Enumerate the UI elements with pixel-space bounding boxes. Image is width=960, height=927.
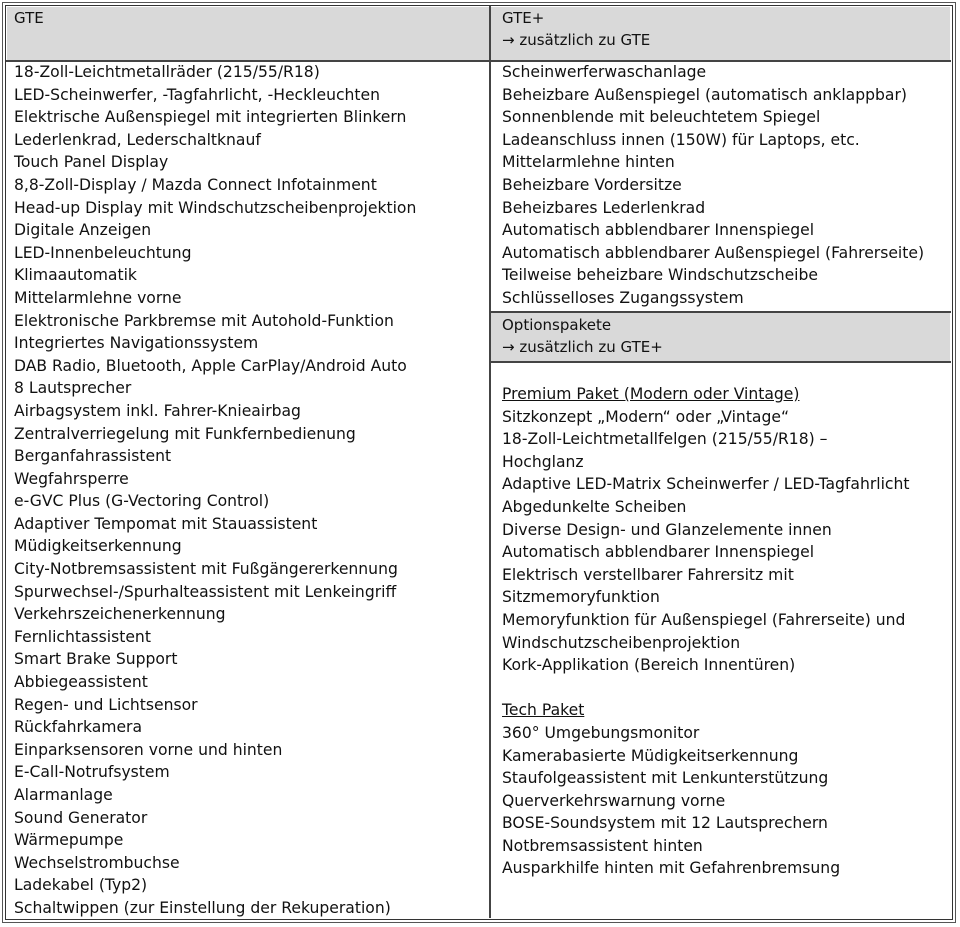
- premium-package-item: Abgedunkelte Scheiben: [502, 497, 687, 516]
- options-subheader: → zusätzlich zu GTE+: [502, 338, 663, 356]
- gte-feature-item: Verkehrszeichenerkennung: [14, 605, 226, 624]
- gte-feature-item: 8,8-Zoll-Display / Mazda Connect Infotainment: [14, 175, 377, 194]
- gte-feature-item: Fernlichtassistent: [14, 627, 151, 646]
- gte-feature-item: DAB Radio, Bluetooth, Apple CarPlay/Android Auto: [14, 356, 407, 375]
- gte-feature-item: Spurwechsel-/Spurhalteassistent mit Lenkeingriff: [14, 582, 397, 601]
- gte-feature-item: Mittelarmlehne vorne: [14, 288, 182, 307]
- premium-package-item: Automatisch abblendbarer Innenspiegel: [502, 543, 815, 562]
- gte-feature-item: Berganfahrassistent: [14, 447, 172, 466]
- gte-feature-item: Lederlenkrad, Lederschaltknauf: [14, 130, 261, 149]
- gte-feature-item: Alarmanlage: [14, 786, 113, 804]
- gte-feature-item: LED-Innenbeleuchtung: [14, 243, 192, 262]
- gte-feature-item: Wegfahrsperre: [14, 469, 129, 488]
- tech-package-item: Notbremsassistent hinten: [502, 836, 703, 855]
- options-top-divider: [490, 311, 951, 313]
- gte-feature-item: Elektronische Parkbremse mit Autohold-Funktion: [14, 311, 394, 330]
- gte-feature-item: LED-Scheinwerfer, -Tagfahrlicht, -Heckleuchten: [14, 85, 380, 104]
- gte-feature-item: Head-up Display mit Windschutzscheibenprojektion: [14, 198, 417, 217]
- tech-package-item: Staufolgeassistent mit Lenkunterstützung: [502, 769, 829, 788]
- premium-package-item: 18-Zoll-Leichtmetallfelgen (215/55/R18) –: [502, 430, 828, 449]
- gte-feature-item: Einparksensoren vorne und hinten: [14, 740, 283, 759]
- premium-package-item: Windschutzscheibenprojektion: [502, 633, 741, 652]
- gte-plus-feature-item: Ladeanschluss innen (150W) für Laptops, etc.: [502, 130, 860, 149]
- options-content: [502, 383, 910, 880]
- gte-feature-item: Klimaautomatik: [14, 266, 137, 285]
- gte-header-cell: [7, 7, 489, 60]
- premium-package-item: Sitzmemoryfunktion: [502, 588, 660, 607]
- spacer: [502, 677, 910, 700]
- gte-header-label: GTE: [14, 9, 44, 27]
- gte-plus-subheader: → zusätzlich zu GTE: [502, 31, 651, 49]
- gte-plus-header: [502, 7, 650, 51]
- gte-plus-feature-list: [502, 61, 924, 310]
- gte-feature-item: Wechselstrombuchse: [14, 853, 180, 872]
- gte-plus-feature-item: Automatisch abblendbarer Innenspiegel: [502, 221, 815, 240]
- gte-feature-item: Elektrische Außenspiegel mit integrierten Blinkern: [14, 108, 407, 127]
- gte-feature-item: 8 Lautsprecher: [14, 379, 132, 398]
- premium-package-item: Diverse Design- und Glanzelemente innen: [502, 520, 832, 539]
- gte-plus-feature-item: Mittelarmlehne hinten: [502, 153, 675, 172]
- gte-plus-feature-item: Scheinwerferwaschanlage: [502, 63, 707, 81]
- premium-package-item: Hochglanz: [502, 452, 584, 471]
- gte-plus-feature-item: Sonnenblende mit beleuchtetem Spiegel: [502, 108, 821, 127]
- gte-feature-item: Sound Generator: [14, 808, 148, 827]
- options-header-divider: [490, 361, 951, 363]
- gte-feature-item: Zentralverriegelung mit Funkfernbedienung: [14, 424, 356, 443]
- premium-package-item: Memoryfunktion für Außenspiegel (Fahrerseite) und: [502, 610, 906, 629]
- gte-plus-feature-item: Teilweise beheizbare Windschutzscheibe: [502, 266, 819, 285]
- tech-package-title: Tech Paket: [502, 701, 585, 720]
- gte-plus-feature-item: Automatisch abblendbarer Außenspiegel (Fahrerseite): [502, 243, 925, 262]
- tech-package-item: Kamerabasierte Müdigkeitserkennung: [502, 746, 799, 765]
- options-header-label: Optionspakete: [502, 316, 612, 334]
- column-divider: [489, 6, 491, 918]
- gte-feature-item: Ladekabel (Typ2): [14, 876, 148, 895]
- gte-feature-item: Integriertes Navigationssystem: [14, 334, 259, 353]
- gte-feature-item: e-GVC Plus (G-Vectoring Control): [14, 492, 270, 511]
- tech-package-item: Ausparkhilfe hinten mit Gefahrenbremsung: [502, 859, 841, 878]
- gte-header: [14, 7, 44, 29]
- gte-feature-item: Airbagsystem inkl. Fahrer-Knieairbag: [14, 401, 301, 420]
- tech-package-item: Querverkehrswarnung vorne: [502, 791, 726, 810]
- premium-package-item: Elektrisch verstellbarer Fahrersitz mit: [502, 565, 794, 584]
- premium-package-list: [502, 406, 910, 677]
- options-header: [502, 314, 663, 358]
- gte-feature-item: Wärmepumpe: [14, 831, 124, 850]
- gte-feature-item: Adaptiver Tempomat mit Stauassistent: [14, 514, 318, 533]
- gte-feature-item: Digitale Anzeigen: [14, 221, 152, 240]
- gte-feature-item: E-Call-Notrufsystem: [14, 763, 170, 782]
- gte-feature-item: Müdigkeitserkennung: [14, 537, 182, 556]
- premium-package-item: Sitzkonzept „Modern“ oder „Vintage“: [502, 407, 790, 426]
- premium-package-item: Adaptive LED-Matrix Scheinwerfer / LED-Tagfahrlicht: [502, 475, 910, 494]
- tech-package-list: [502, 722, 910, 880]
- tech-package-item: 360° Umgebungsmonitor: [502, 723, 700, 742]
- gte-feature-item: Smart Brake Support: [14, 650, 178, 669]
- tech-package-item: BOSE-Soundsystem mit 12 Lautsprechern: [502, 814, 828, 833]
- gte-plus-feature-item: Beheizbare Vordersitze: [502, 175, 682, 194]
- gte-plus-header-label: GTE+: [502, 9, 545, 27]
- premium-package-item: Kork-Applikation (Bereich Innentüren): [502, 656, 796, 675]
- gte-feature-item: Abbiegeassistent: [14, 673, 148, 692]
- gte-feature-item: City-Notbremsassistent mit Fußgängererkennung: [14, 560, 398, 579]
- premium-package-title: Premium Paket (Modern oder Vintage): [502, 385, 800, 403]
- gte-plus-feature-item: Schlüsselloses Zugangssystem: [502, 288, 744, 307]
- gte-feature-item: 18-Zoll-Leichtmetallräder (215/55/R18): [14, 63, 320, 81]
- gte-plus-feature-item: Beheizbare Außenspiegel (automatisch anklappbar): [502, 85, 907, 104]
- gte-feature-item: Regen- und Lichtsensor: [14, 695, 198, 714]
- gte-feature-item: Touch Panel Display: [14, 153, 169, 172]
- gte-feature-item: Rückfahrkamera: [14, 718, 143, 737]
- gte-feature-list: [14, 61, 416, 920]
- gte-plus-feature-item: Beheizbares Lederlenkrad: [502, 198, 706, 217]
- gte-feature-item: Schaltwippen (zur Einstellung der Rekuperation): [14, 898, 391, 917]
